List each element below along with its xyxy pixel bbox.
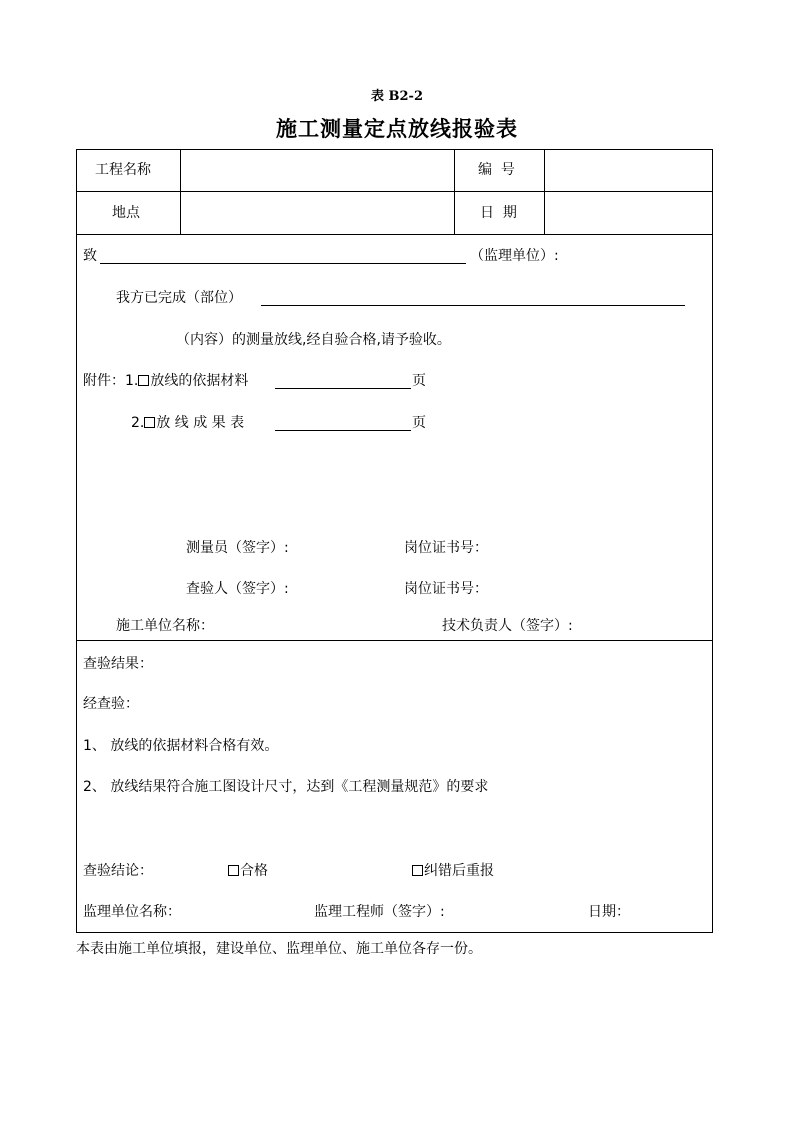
checkbox-icon[interactable] (138, 375, 149, 386)
result-item-2: 2、 放线结果符合施工图设计尺寸，达到《工程测量规范》的要求 (83, 779, 489, 795)
attachment-1-pages-underline[interactable] (275, 388, 411, 389)
attachment-2-pages-underline[interactable] (275, 430, 411, 431)
location-label: 地点 (112, 205, 140, 221)
attachment-2 (131, 414, 244, 432)
checkbox-icon[interactable] (228, 865, 239, 876)
number-label: 编 号 (478, 162, 515, 178)
conclusion-label: 查验结论： (83, 863, 153, 879)
result-heading: 查验结果： (83, 656, 153, 672)
result-checked: 经查验： (83, 696, 139, 712)
checkbox-icon[interactable] (412, 865, 423, 876)
attachment-1-label: 放线的依据材料 (150, 373, 249, 389)
inspector-label: 查验人（签字）: (186, 581, 289, 597)
footnote: 本表由施工单位填报，建设单位、监理单位、施工单位各存一份。 (76, 941, 482, 957)
option-resubmit[interactable] (412, 862, 494, 880)
attachment-1-page-unit: 页 (412, 373, 426, 389)
to-prefix: 致 (83, 248, 97, 264)
form-code: 表 B2-2 (370, 89, 423, 104)
tech-lead-label: 技术负责人（签字）: (442, 618, 573, 634)
to-underline[interactable] (100, 263, 466, 264)
cert-no-label-2: 岗位证书号： (404, 581, 488, 597)
attachments-prefix: 附件：1. (83, 373, 139, 389)
result-date-label: 日期： (588, 904, 630, 920)
option-resubmit-label: 纠错后重报 (424, 863, 494, 879)
part-underline[interactable] (261, 305, 685, 306)
supervisor-unit-label: 监理单位名称： (83, 904, 181, 920)
date-label: 日 期 (480, 205, 517, 221)
cert-no-label-1: 岗位证书号： (404, 540, 488, 556)
to-suffix: （监理单位）: (470, 248, 559, 264)
completed-text: 我方已完成（部位） (116, 290, 242, 306)
option-pass[interactable] (228, 862, 268, 880)
attachment-2-page-unit: 页 (412, 415, 426, 431)
attachment-2-label: 放 线 成 果 表 (156, 415, 245, 431)
content-text: （内容）的测量放线,经自验合格,请予验收。 (176, 332, 451, 348)
attachment-1 (83, 372, 248, 390)
project-name-label: 工程名称 (95, 162, 151, 178)
contractor-label: 施工单位名称： (116, 618, 214, 634)
checkbox-icon[interactable] (144, 417, 155, 428)
option-pass-label: 合格 (240, 863, 268, 879)
form-title: 施工测量定点放线报验表 (276, 116, 518, 141)
attachment-2-prefix: 2. (131, 415, 145, 431)
supervisor-engineer-label: 监理工程师（签字）: (314, 904, 445, 920)
surveyor-label: 测量员（签字）: (186, 540, 289, 556)
result-item-1: 1、 放线的依据材料合格有效。 (83, 738, 279, 754)
